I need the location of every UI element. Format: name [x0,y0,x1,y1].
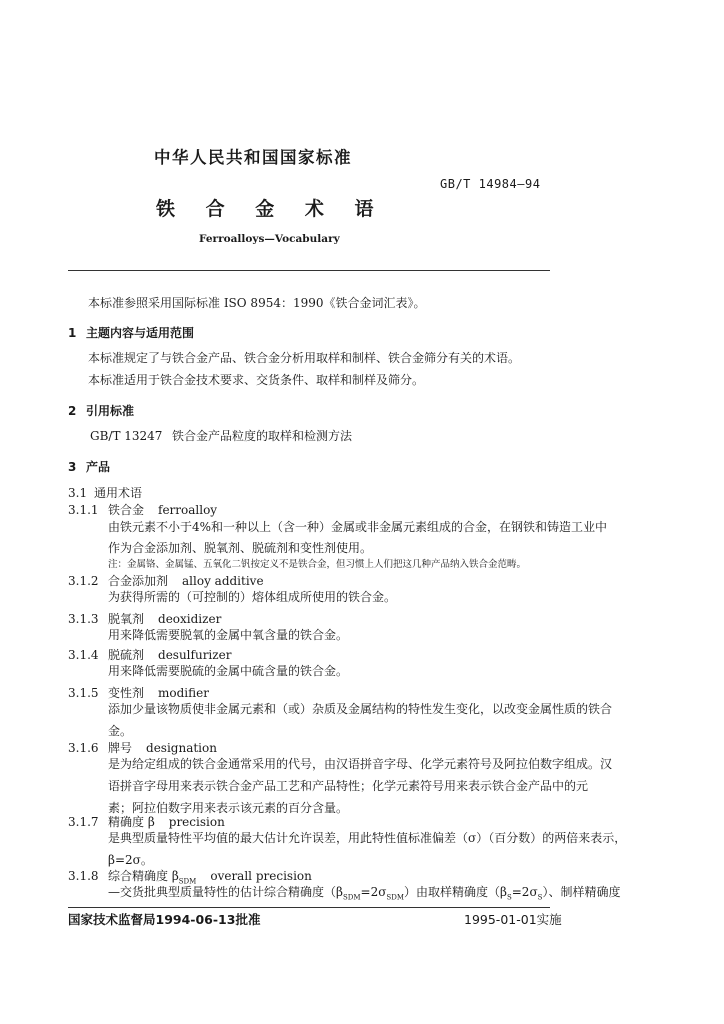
term-en: alloy additive [182,574,264,588]
term-number: 3.1.2 [68,574,99,588]
term-definition-line: 金。 [108,724,133,738]
section-1-title: 主题内容与适用范围 [86,326,195,340]
header-rule [68,270,550,271]
term-definition-line: 为获得所需的（可控制的）熔体组成所使用的铁合金。 [108,590,397,604]
section-2-number: 2 [68,404,77,418]
term-definition-line: 作为合金添加剂、脱氧剂、脱硫剂和变性剂使用。 [108,541,373,555]
term-en: overall precision [210,869,312,883]
subsection-number: 3.1 [68,486,88,500]
term-definition-line: 添加少量该物质使非金属元素和（或）杂质及金属结构的特性发生变化，以改变金属性质的铁合 [108,702,613,716]
section-3-title: 产品 [86,460,111,474]
org-title: 中华人民共和国国家标准 [154,148,352,167]
term-zh: 铁合金 [108,503,145,517]
intro-paragraph: 本标准参照采用国际标准 ISO 8954：1990《铁合金词汇表》。 [88,296,426,310]
effective-date: 1995-01-01实施 [464,912,562,927]
term-definition-line: β=2σ。 [108,853,153,867]
section-3-number: 3 [68,460,77,474]
term-zh: 合金添加剂 [108,574,169,588]
section-1-line-2: 本标准适用于铁合金技术要求、交货条件、取样和制样及筛分。 [88,373,425,387]
term-zh: 脱硫剂 [108,648,145,662]
term-definition-line: 是为给定组成的铁合金通常采用的代号，由汉语拼音字母、化学元素符号及阿拉伯数字组成。汉 [108,757,613,771]
subsection-title: 通用术语 [94,486,143,500]
approval-line: 国家技术监督局1994-06-13批准 [68,912,261,927]
term-definition-line: 用来降低需要脱氧的金属中氧含量的铁合金。 [108,628,349,642]
term-number: 3.1.5 [68,686,99,700]
term-definition-line: 素；阿拉伯数字用来表示该元素的百分含量。 [108,801,349,815]
term-en: precision [168,815,225,829]
document-title: 铁 合 金 术 语 [156,198,376,220]
term-en: designation [146,741,217,755]
term-definition-line: 语拼音字母用来表示铁合金产品工艺和产品特性；化学元素符号用来表示铁合金产品中的元 [108,779,589,793]
reference-title: 铁合金产品粒度的取样和检测方法 [172,429,353,443]
term-definition-line: —交货批典型质量特性的估计综合精确度$(\beta_{SDM}=2\sigma_{SDM})$由取样精确度$(\beta_S=2\sigma_S)$、制样精确度 [108,885,621,902]
term-zh: 综合精确度 β [108,869,179,883]
term-zh: 精确度 β [108,815,155,829]
term-zh: 牌号 [108,741,133,755]
term-number: 3.1.3 [68,612,99,626]
term-en: deoxidizer [158,612,222,626]
standard-number: GB/T 14984—94 [440,177,541,191]
reference-code: GB/T 13247 [90,429,163,443]
section-1-number: 1 [68,326,77,340]
footer-rule [68,907,550,908]
term-number: 3.1.6 [68,741,99,755]
term-number: 3.1.8 [68,869,99,883]
term-number: 3.1.4 [68,648,99,662]
term-definition-line: 是典型质量特性平均值的最大估计允许误差，用此特性值标准偏差（σ）（百分数）的两倍来表示， [108,831,627,845]
term-zh: 变性剂 [108,686,145,700]
section-2-title: 引用标准 [86,404,135,418]
term-definition-line: 由铁元素不小于4%和一种以上（含一种）金属或非金属元素组成的合金，在钢铁和铸造工业中 [108,520,608,534]
term-note: 注：金属铬、金属锰、五氧化二钒按定义不是铁合金，但习惯上人们把这几种产品纳入铁合金范畴。 [108,559,527,570]
document-subtitle: Ferroalloys—Vocabulary [199,233,340,245]
term-zh: 脱氧剂 [108,612,145,626]
term-en: modifier [158,686,209,700]
term-number: 3.1.7 [68,815,99,829]
term-en: ferroalloy [158,503,218,517]
term-definition-line: 用来降低需要脱硫的金属中硫含量的铁合金。 [108,664,349,678]
term-subscript: SDM [178,877,197,886]
section-1-line-1: 本标准规定了与铁合金产品、铁合金分析用取样和制样、铁合金筛分有关的术语。 [88,351,521,365]
term-en: desulfurizer [158,648,232,662]
term-number: 3.1.1 [68,503,99,517]
